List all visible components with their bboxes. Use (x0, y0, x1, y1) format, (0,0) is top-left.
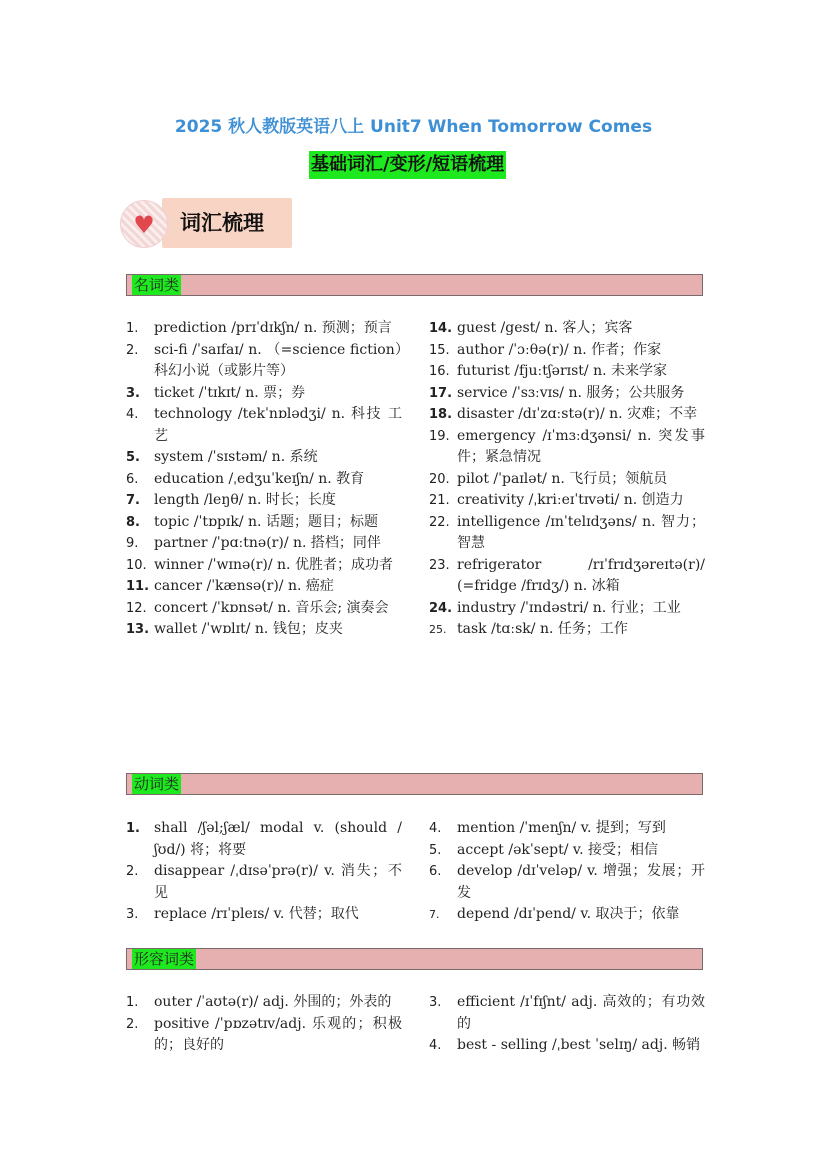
nouns-left-column (126, 318, 402, 641)
item-number: 23. (429, 557, 450, 573)
verbs-right-column (429, 818, 705, 926)
item-number: 7. (429, 908, 440, 921)
list-item (126, 404, 402, 447)
item-number: 3. (429, 995, 442, 1010)
list-item (126, 904, 402, 926)
heart-icon: ♥ (133, 211, 155, 239)
section-label-verbs: 动词类 (134, 775, 180, 793)
list-item (126, 818, 402, 861)
heart-badge (120, 200, 168, 248)
item-text: shall /ʃəl;ʃæl/ modal v. (should /ʃʊd/) 将；将要 (154, 820, 402, 858)
section-label-nouns: 名词类 (134, 276, 180, 294)
item-text: partner /ˈpɑːtnə(r)/ n. 搭档；同伴 (154, 535, 381, 551)
item-number: 4. (126, 407, 139, 422)
list-item (126, 555, 402, 577)
list-item (429, 555, 705, 598)
item-text: guest /gest/ n. 客人；宾客 (457, 320, 633, 336)
item-text: technology /tekˈnɒlədʒi/ n. 科技 工艺 (154, 406, 402, 444)
list-item (429, 318, 705, 340)
item-text: positive /ˈpɒzətɪv/adj. 乐观的；积极的；良好的 (154, 1015, 402, 1053)
section-bar-nouns (126, 274, 703, 296)
item-number: 14. (429, 321, 453, 336)
list-item (429, 861, 705, 904)
list-item (126, 576, 402, 598)
item-text: disappear /ˌdɪsəˈprə(r)/ v. 消失；不见 (154, 863, 402, 901)
item-number: 2. (126, 342, 139, 358)
item-text: task /tɑːsk/ n. 任务；工作 (457, 621, 628, 637)
item-text: service /ˈsɜːvɪs/ n. 服务；公共服务 (457, 384, 685, 401)
list-item (126, 490, 402, 512)
item-number: 7. (126, 493, 140, 508)
item-number: 12. (126, 600, 147, 616)
adjectives-right-column (429, 992, 705, 1057)
page-title: 2025 秋人教版英语八上 Unit7 When Tomorrow Comes (174, 117, 653, 137)
list-item (429, 490, 705, 512)
list-item (126, 447, 402, 469)
item-text: refrigerator /rɪˈfrɪdʒəreɪtə(r)/ (=fridge /frɪdʒ/) n. 冰箱 (457, 556, 705, 594)
item-text: sci-fi /ˈsaɪfaɪ/ n. （=science fiction）科幻小说（或影片等） (154, 341, 402, 379)
list-item (429, 383, 705, 405)
item-text: system /ˈsɪstəm/ n. 系统 (154, 449, 318, 465)
item-number: 5. (429, 842, 442, 858)
list-item (126, 383, 402, 405)
item-text: outer /ˈaʊtə(r)/ adj. 外围的；外表的 (154, 994, 392, 1010)
list-item (429, 840, 705, 862)
item-number: 1. (126, 995, 139, 1010)
item-text: mention /ˈmenʃn/ v. 提到；写到 (457, 820, 666, 836)
list-item (429, 340, 705, 362)
item-number: 10. (126, 557, 147, 573)
item-number: 21. (429, 493, 450, 508)
item-text: futurist /fjuːtʃərɪst/ n. 未来学家 (457, 363, 668, 379)
item-number: 2. (126, 864, 139, 879)
item-number: 4. (429, 1038, 442, 1053)
list-item (126, 992, 402, 1014)
section-bar-verbs (126, 773, 703, 795)
item-number: 4. (429, 821, 442, 836)
list-item (126, 318, 402, 340)
list-item (126, 1014, 402, 1057)
list-item (126, 619, 402, 641)
item-text: winner /ˈwɪnə(r)/ n. 优胜者；成功者 (154, 556, 393, 573)
item-text: best - selling /ˌbest ˈselɪŋ/ adj. 畅销 (457, 1037, 701, 1053)
list-item (126, 598, 402, 620)
item-number: 8. (126, 514, 140, 530)
vocab-heading: 词汇梳理 (162, 198, 292, 248)
item-number: 17. (429, 385, 453, 401)
item-text: industry /ˈɪndəstri/ n. 行业；工业 (457, 599, 681, 616)
list-item (429, 426, 705, 469)
item-number: 1. (126, 821, 140, 836)
list-item (429, 598, 705, 620)
item-number: 9. (126, 536, 139, 551)
item-number: 24. (429, 600, 453, 616)
item-text: concert /ˈkɒnsət/ n. 音乐会; 演奏会 (154, 599, 389, 616)
item-text: pilot /ˈpaɪlət/ n. 飞行员；领航员 (457, 470, 668, 487)
item-number: 22. (429, 514, 450, 530)
verbs-left-column (126, 818, 402, 926)
item-number: 18. (429, 407, 453, 422)
item-number: 13. (126, 622, 150, 637)
item-number: 25. (429, 623, 447, 636)
section-bar-adjectives (126, 948, 703, 970)
section-label-adjectives: 形容词类 (134, 950, 195, 968)
item-number: 6. (429, 864, 442, 879)
list-item (429, 619, 705, 641)
nouns-right-column (429, 318, 705, 641)
item-text: replace /rɪˈpleɪs/ v. 代替；取代 (154, 906, 359, 922)
item-number: 3. (126, 385, 140, 401)
list-item (429, 1035, 705, 1057)
item-text: length /leŋθ/ n. 时长；长度 (154, 492, 336, 508)
list-item (126, 469, 402, 491)
item-text: wallet /ˈwɒlɪt/ n. 钱包；皮夹 (154, 621, 343, 637)
item-number: 15. (429, 342, 450, 358)
item-number: 11. (126, 579, 150, 594)
adjectives-left-column (126, 992, 402, 1057)
item-text: efficient /ɪˈfɪʃnt/ adj. 高效的；有功效的 (457, 994, 705, 1032)
item-text: topic /ˈtɒpɪk/ n. 话题；题目；标题 (154, 513, 378, 530)
page-subtitle: 基础词汇/变形/短语梳理 (309, 151, 506, 179)
list-item (429, 512, 705, 555)
vocab-banner (120, 198, 300, 250)
list-item (429, 469, 705, 491)
item-text: cancer /ˈkænsə(r)/ n. 癌症 (154, 578, 334, 594)
list-item (429, 904, 705, 926)
list-item (429, 404, 705, 426)
item-text: accept /əkˈsept/ v. 接受；相信 (457, 841, 659, 858)
list-item (126, 512, 402, 534)
item-text: ticket /ˈtɪkɪt/ n. 票；券 (154, 384, 306, 401)
list-item (126, 861, 402, 904)
item-text: emergency /ɪˈmɜːdʒənsi/ n. 突发事件；紧急情况 (457, 427, 705, 465)
list-item (429, 818, 705, 840)
item-number: 6. (126, 471, 139, 487)
list-item (126, 340, 402, 383)
item-number: 5. (126, 450, 140, 465)
list-item (126, 533, 402, 555)
item-text: creativity /ˌkriːeɪˈtɪvəti/ n. 创造力 (457, 492, 684, 508)
item-text: disaster /dɪˈzɑːstə(r)/ n. 灾难；不幸 (457, 406, 698, 422)
item-text: intelligence /ɪnˈtelɪdʒəns/ n. 智力；智慧 (457, 513, 705, 551)
list-item (429, 361, 705, 383)
item-number: 1. (126, 321, 139, 336)
item-number: 19. (429, 428, 450, 444)
item-text: author /ˈɔːθə(r)/ n. 作者；作家 (457, 341, 662, 358)
item-text: prediction /prɪˈdɪkʃn/ n. 预测；预言 (154, 320, 392, 336)
item-text: develop /dɪˈveləp/ v. 增强；发展；开发 (457, 863, 705, 901)
list-item (429, 992, 705, 1035)
item-number: 20. (429, 471, 450, 487)
item-number: 16. (429, 364, 450, 379)
item-text: depend /dɪˈpend/ v. 取决于；依靠 (457, 906, 680, 922)
item-number: 3. (126, 907, 139, 922)
item-number: 2. (126, 1016, 139, 1032)
item-text: education /ˌedʒuˈkeɪʃn/ n. 教育 (154, 470, 365, 487)
